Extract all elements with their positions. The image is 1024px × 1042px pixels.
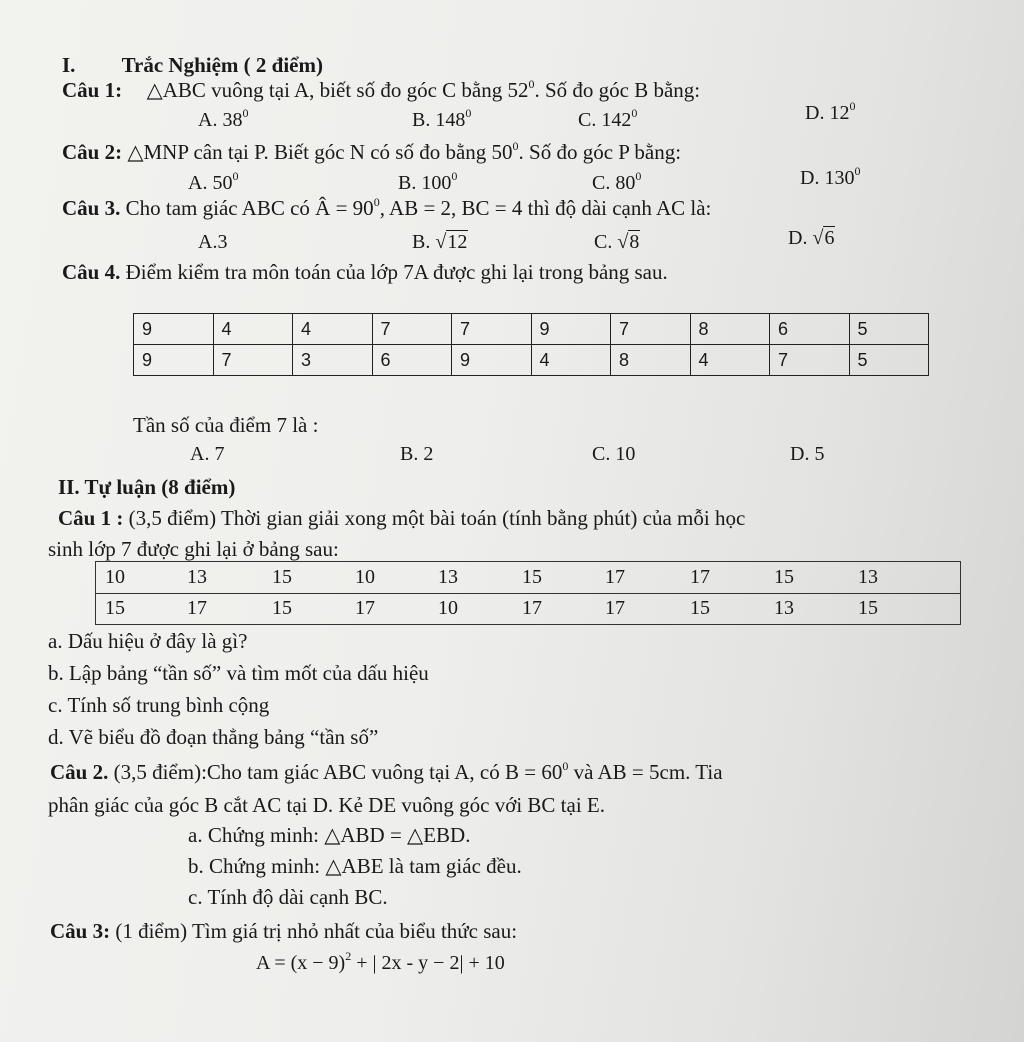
- table-cell: 7: [770, 345, 850, 376]
- q1-option-a: A. $38^0$: [198, 106, 249, 131]
- table-cell: 9: [452, 345, 532, 376]
- degree-sup: 0: [528, 77, 535, 91]
- table-cell: 4: [690, 345, 770, 376]
- table-cell: 5: [849, 345, 929, 376]
- essay-1: [58, 505, 745, 531]
- formula-part: A = (x − 9): [256, 952, 346, 974]
- question-2-label: Câu 2:: [62, 140, 123, 164]
- essay-1-part-a: a. Dấu hiệu ở đây là gì?: [48, 629, 248, 653]
- question-2-text: △MNP cân tại P. Biết góc N có số đo bằng 50: [127, 140, 513, 164]
- table-cell: 8: [690, 314, 770, 345]
- table-row: [134, 314, 929, 345]
- question-1-label: Câu 1:: [62, 78, 123, 102]
- table-cell: 13: [187, 566, 207, 588]
- q3-option-a: A.3: [198, 231, 228, 253]
- essay-2: [50, 759, 723, 785]
- q2-option-d: D. $130^0$: [800, 164, 861, 189]
- table-cell: 15: [272, 597, 292, 619]
- q4-option-d: D. 5: [790, 443, 825, 465]
- table-cell: 3: [293, 345, 373, 376]
- table-cell: 15: [105, 597, 125, 619]
- score-table: [133, 313, 929, 376]
- essay-1-label: Câu 1 :: [58, 506, 124, 530]
- table-cell: 4: [293, 314, 373, 345]
- essay-2-label: Câu 2.: [50, 760, 109, 784]
- table-cell: 17: [605, 597, 625, 619]
- essay-1-text: (3,5 điểm) Thời gian giải xong một bài toán (tính bằng phút) của mỗi học: [128, 506, 746, 530]
- essay-2-text-end: và AB = 5cm. Tia: [568, 760, 723, 784]
- table-cell: 6: [770, 314, 850, 345]
- essay-3-text: (1 điểm) Tìm giá trị nhỏ nhất của biểu thức sau:: [115, 919, 518, 943]
- essay-2-part-b: b. Chứng minh: △ABE là tam giác đều.: [188, 854, 522, 878]
- table-cell: 17: [355, 597, 375, 619]
- table-cell: 10: [438, 597, 458, 619]
- table-cell: 5: [849, 314, 929, 345]
- table-cell: 15: [774, 566, 794, 588]
- table-cell: 17: [187, 597, 207, 619]
- question-2: [62, 139, 681, 165]
- question-4-text: Điểm kiểm tra môn toán của lớp 7A được ghi lại trong bảng sau.: [125, 260, 668, 284]
- essay-1-part-c: c. Tính số trung bình cộng: [48, 693, 270, 717]
- question-4-label: Câu 4.: [62, 260, 121, 284]
- question-2-text-end: . Số đo góc P bằng:: [518, 140, 682, 164]
- exponent-sup: 2: [345, 949, 352, 963]
- table-cell: 7: [611, 314, 691, 345]
- sqrt-symbol: √8: [617, 231, 640, 253]
- table-cell: 7: [452, 314, 532, 345]
- question-1-text-end: . Số đo góc B bằng:: [534, 78, 701, 102]
- q4-option-a: A. 7: [190, 443, 225, 465]
- question-3-label: Câu 3.: [62, 196, 121, 220]
- question-1-text: △ABC vuông tại A, biết số đo góc C bằng 52: [146, 78, 529, 102]
- table-cell: 15: [858, 597, 878, 619]
- table-cell: 9: [134, 314, 214, 345]
- question-1: [62, 77, 700, 103]
- essay-2-text: (3,5 điểm):Cho tam giác ABC vuông tại A, có B = 60: [113, 760, 563, 784]
- sqrt-symbol: √6: [812, 227, 835, 249]
- degree-sup: 0: [562, 759, 569, 773]
- essay-1-text-line2: sinh lớp 7 được ghi lại ở bảng sau:: [48, 537, 339, 561]
- q1-option-b: B. $148^0$: [412, 106, 472, 131]
- essay-2-part-c: c. Tính độ dài cạnh BC.: [188, 885, 388, 909]
- table-cell: 13: [774, 597, 794, 619]
- table-row: [134, 345, 929, 376]
- section-2-roman: II.: [58, 475, 80, 499]
- q1-option-d: D. $12^0$: [805, 99, 856, 124]
- q1-option-c: C. $142^0$: [578, 106, 638, 131]
- essay-1-part-d: d. Vẽ biểu đồ đoạn thẳng bảng “tần số”: [48, 725, 379, 749]
- essay-2-text-line2: phân giác của góc B cắt AC tại D. Kẻ DE vuông góc với BC tại E.: [48, 793, 605, 817]
- table-cell: 8: [611, 345, 691, 376]
- table-cell: 7: [213, 345, 293, 376]
- table-cell: 13: [438, 566, 458, 588]
- table-cell: 17: [522, 597, 542, 619]
- essay-3: [50, 918, 517, 944]
- table-cell: 17: [690, 566, 710, 588]
- table-cell: 17: [605, 566, 625, 588]
- table-cell: 15: [522, 566, 542, 588]
- degree-sup: 0: [512, 139, 519, 153]
- table-cell: 15: [272, 566, 292, 588]
- essay-3-label: Câu 3:: [50, 919, 111, 943]
- q3-option-c: C. √8: [594, 231, 640, 253]
- section-1-roman: I.: [62, 53, 76, 77]
- section-1-heading: [62, 52, 323, 78]
- essay-3-formula: [256, 950, 505, 976]
- table-cell: 10: [105, 566, 125, 588]
- q3-option-b: B. √12: [412, 231, 468, 253]
- q4-option-c: C. 10: [592, 443, 636, 465]
- table-cell: 13: [858, 566, 878, 588]
- question-4-prompt: Tần số của điểm 7 là :: [133, 413, 319, 437]
- table-cell: 9: [531, 314, 611, 345]
- essay-1-part-b: b. Lập bảng “tần số” và tìm mốt của dấu hiệu: [48, 661, 429, 685]
- table-cell: 6: [372, 345, 452, 376]
- question-3-text-end: , AB = 2, BC = 4 thì độ dài cạnh AC là:: [379, 196, 712, 220]
- table-cell: 15: [690, 597, 710, 619]
- q2-option-a: A. $50^0$: [188, 169, 239, 194]
- question-3: [62, 195, 711, 221]
- table-cell: 4: [531, 345, 611, 376]
- table-divider: [96, 593, 960, 594]
- question-3-text: Cho tam giác ABC có Â = 90: [125, 196, 374, 220]
- q3-option-d: D. √6: [788, 227, 835, 249]
- sqrt-symbol: √12: [435, 231, 468, 253]
- section-2-heading: [58, 474, 235, 500]
- essay-2-part-a: a. Chứng minh: △ABD = △EBD.: [188, 823, 471, 847]
- q2-option-b: B. $100^0$: [398, 169, 458, 194]
- section-1-title: Trắc Nghiệm ( 2 điểm): [121, 53, 323, 77]
- q4-option-b: B. 2: [400, 443, 434, 465]
- degree-sup: 0: [373, 195, 380, 209]
- table-cell: 4: [213, 314, 293, 345]
- question-4: [62, 259, 668, 285]
- section-2-title: Tự luận (8 điểm): [84, 475, 236, 499]
- formula-part: + | 2x - y − 2| + 10: [351, 952, 505, 974]
- table-cell: 9: [134, 345, 214, 376]
- table-cell: 10: [355, 566, 375, 588]
- table-cell: 7: [372, 314, 452, 345]
- q2-option-c: C. $80^0$: [592, 169, 642, 194]
